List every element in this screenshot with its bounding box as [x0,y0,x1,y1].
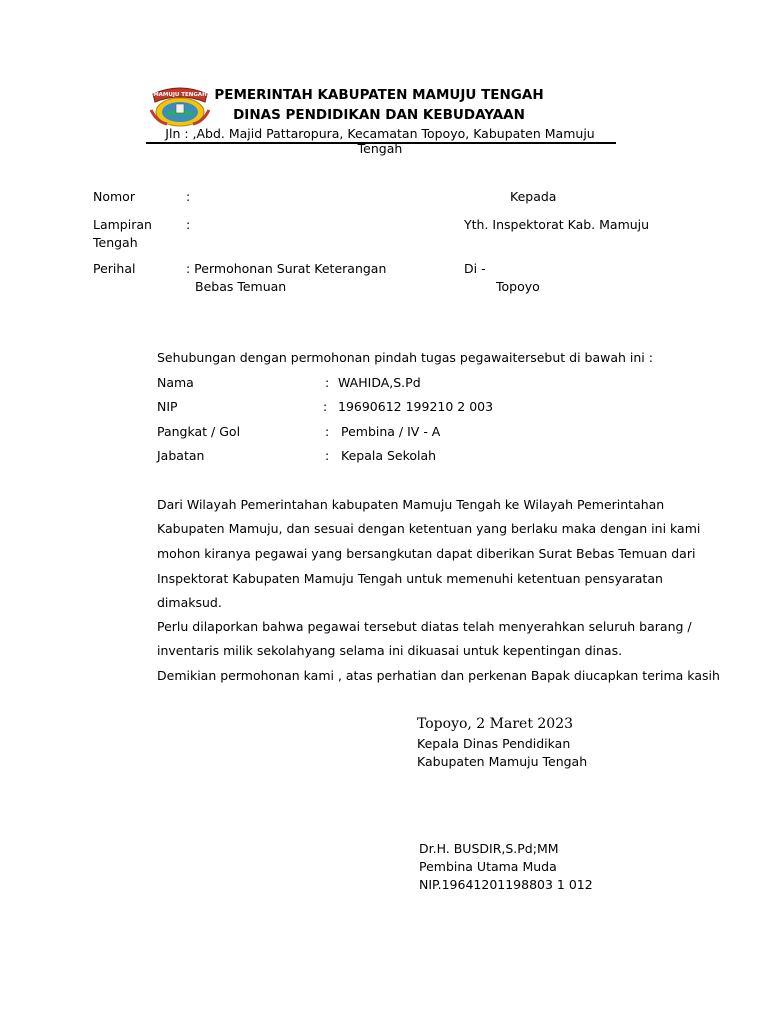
recipient-place: Topoyo [496,279,540,294]
signature-date: Topoyo, 2 Maret 2023 [417,716,574,732]
signatory-name: Dr.H. BUSDIR,S.Pd;MM [419,841,559,856]
recipient-name: Yth. Inspektorat Kab. Mamuju [464,217,650,232]
paragraph-line: mohon kiranya pegawai yang bersangkutan dapat diberikan Surat Bebas Temuan dari [157,546,696,561]
field-label: Jabatan [157,448,205,463]
perihal-label: Perihal [93,261,136,276]
lampiran-label: Lampiran [93,217,152,232]
field-value-pangkat: Pembina / IV - A [341,424,441,439]
recipient-kepada: Kepada [510,189,557,204]
field-value-nama: WAHIDA,S.Pd [338,375,421,390]
field-colon: : [323,399,328,414]
paragraph-line: Demikian permohonan kami , atas perhatian dan perkenan Bapak diucapkan terima kasih [157,668,720,683]
letterhead-divider [146,142,616,144]
signature-title-cont: Kabupaten Mamuju Tengah [417,754,588,769]
signatory-rank: Pembina Utama Muda [419,859,557,874]
perihal-value: : Permohonan Surat Keterangan [186,261,387,276]
field-value-nip: 19690612 199210 2 003 [338,399,494,414]
paragraph-line: Inspektorat Kabupaten Mamuju Tengah untuk memenuhi ketentuan pensyaratan [157,571,663,586]
letterhead-address: Jln : ,Abd. Majid Pattaropura, Kecamatan Topoyo, Kabupaten Mamuju Tengah [165,126,595,156]
field-value-jabatan: Kepala Sekolah [341,448,437,463]
regency-emblem-logo [147,82,213,128]
recipient-di: Di - [464,261,486,276]
intro-sentence: Sehubungan dengan permohonan pindah tugas pegawaitersebut di bawah ini : [157,350,653,365]
lampiran-colon: : [186,217,191,232]
letterhead-government-name: PEMERINTAH KABUPATEN MAMUJU TENGAH [214,87,544,103]
paragraph-line: inventaris milik sekolahyang selama ini dikuasai untuk kepentingan dinas. [157,643,623,658]
field-label: Pangkat / Gol [157,424,241,439]
signatory-nip: NIP.19641201198803 1 012 [419,877,593,892]
paragraph-line: dimaksud. [157,595,222,610]
paragraph-line: Kabupaten Mamuju, dan sesuai dengan ketentuan yang berlaku maka dengan ini kami [157,521,701,536]
lampiran-label-cont: Tengah [93,235,138,250]
signature-title: Kepala Dinas Pendidikan [417,736,571,751]
field-colon: : [325,375,330,390]
paragraph-line: Dari Wilayah Pemerintahan kabupaten Mamuju Tengah ke Wilayah Pemerintahan [157,497,665,512]
letterhead-office-name: DINAS PENDIDIKAN DAN KEBUDAYAAN [233,107,525,123]
paragraph-line: Perlu dilaporkan bahwa pegawai tersebut diatas telah menyerahkan seluruh barang / [157,619,692,634]
field-label: Nama [157,375,194,390]
field-colon: : [325,424,330,439]
nomor-label: Nomor [93,189,135,204]
nomor-colon: : [186,189,191,204]
field-label: NIP [157,399,178,414]
logo-lettering: MAMUJU TENGAH [153,92,207,98]
field-colon: : [325,448,330,463]
perihal-value-cont: Bebas Temuan [195,279,287,294]
